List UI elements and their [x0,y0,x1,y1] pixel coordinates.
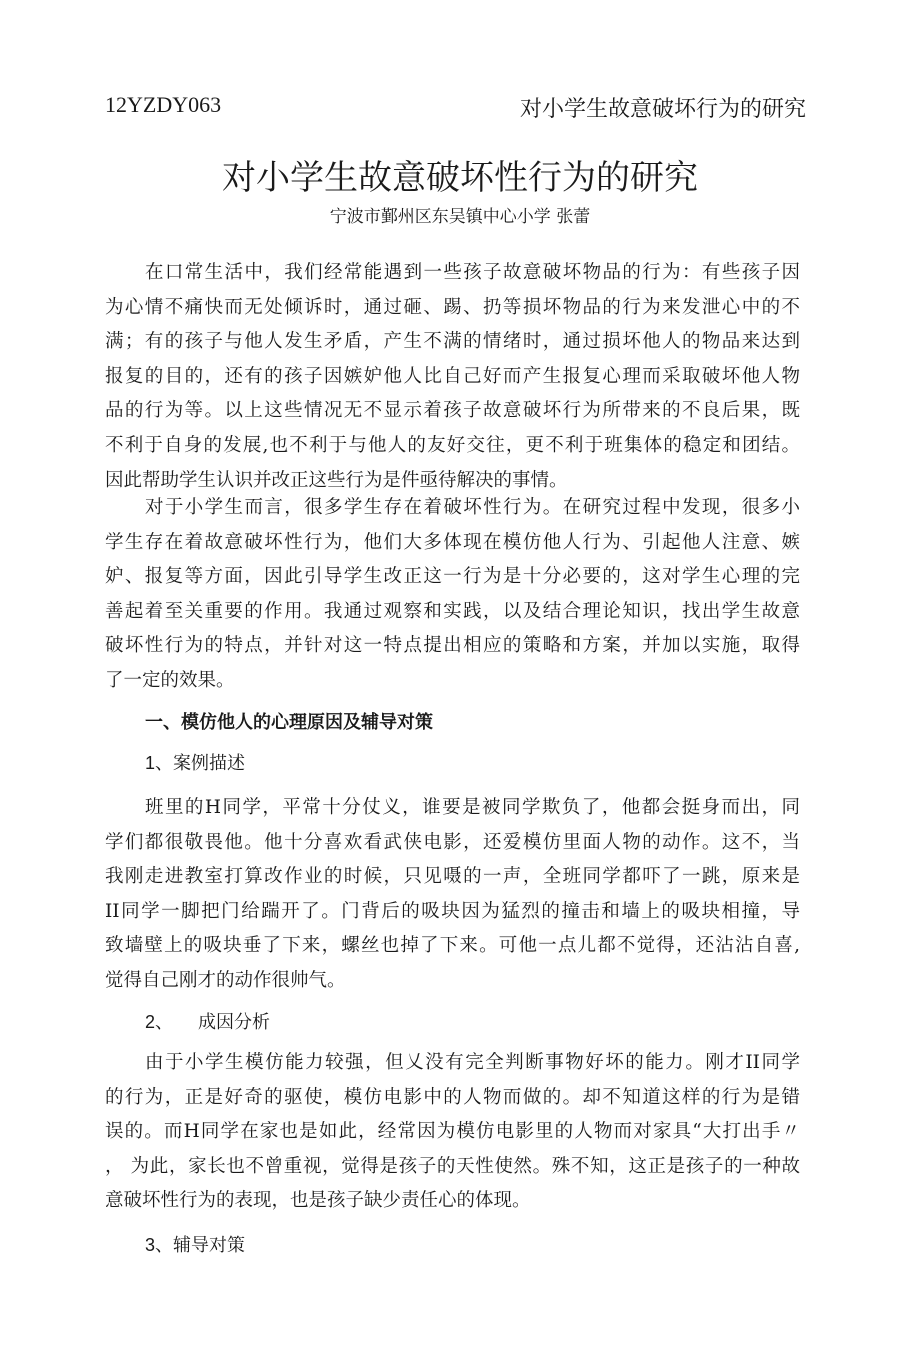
paragraph-line: 报复的目的，还有的孩子因嫉妒他人比自己好而产生报复心理而采取破坏他人物 [105,365,800,387]
paragraph-line: 了一定的效果。 [105,670,235,691]
document-title: 对小学生故意破坏性行为的研究 [222,158,698,198]
paragraph-line: 的行为，正是好奇的驱使，模仿电影中的人物而做的。却不知道这样的行为是错 [105,1086,800,1108]
paragraph-line: 满；有的孩子与他人发生矛盾，产生不满的情绪时，通过损坏他人的物品来达到 [105,331,800,353]
paragraph-line: 觉得自己刚才的动作很帅气。 [105,970,346,991]
paragraph-line: 误的。而H同学在家也是如此，经常因为模仿电影里的人物而对家具“大打出手〃 [105,1121,800,1143]
subsection-heading: 2、 成因分析 [145,1012,271,1032]
paragraph-line: 因此帮助学生认识并改正这些行为是件亟待解决的事情。 [105,469,568,491]
paragraph-line: II同学一脚把门给踹开了。门背后的吸块因为猛烈的撞击和墙上的吸块相撞，导 [105,900,800,922]
paragraph-line: 品的行为等。以上这些情况无不显示着孩子故意破坏行为所带来的不良后果，既 [105,400,800,422]
paragraph-line: 善起着至关重要的作用。我通过观察和实践，以及结合理论知识，找出学生故意 [105,600,800,622]
paragraph-line: 致墙壁上的吸块垂了下来，螺丝也掉了下来。可他一点儿都不觉得，还沾沾自喜, [105,935,800,957]
paragraph-line: 由于小学生模仿能力较强，但乂没有完全判断事物好坏的能力。刚才II同学 [145,1052,800,1073]
paragraph-line: 学们都很敬畏他。他十分喜欢看武侠电影，还爱模仿里面人物的动作。这不，当 [105,831,800,853]
subsection-heading: 1、案例描述 [145,753,246,773]
paragraph-line: 学生存在着故意破坏性行为，他们大多体现在模仿他人行为、引起他人注意、嫉 [105,531,800,553]
subsection-heading: 3、辅导对策 [145,1235,246,1255]
paragraph-line: 对于小学生而言，很多学生存在着破坏性行为。在研究过程中发现，很多小 [145,497,800,518]
paragraph-line: 意破坏性行为的表现，也是孩子缺少责任心的体现。 [105,1190,531,1212]
paragraph-line: 班里的H同学，平常十分仗义，谁要是被同学欺负了，他都会挺身而出，同 [145,797,800,818]
paragraph-line: ， 为此，家长也不曾重视，觉得是孩子的天性使然。殊不知，这正是孩子的一种故 [105,1155,800,1177]
paragraph-line: 为心情不痛快而无处倾诉时，通过砸、踢、扔等损坏物品的行为来发泄心中的不 [105,296,800,318]
paragraph-line: 破坏性行为的特点，并针对这一特点提出相应的策略和方案，并加以实施，取得 [105,635,800,657]
paragraph-line: 妒、报复等方面，因此引导学生改正这一行为是十分必要的，这对学生心理的完 [105,566,800,588]
document-author: 宁波市鄞州区东吴镇中心小学 张蕾 [329,207,591,227]
paragraph-line: 我刚走进教室打算改作业的时候，只见嗫的一声，全班同学都吓了一跳，原来是 [105,866,800,888]
header-running-title: 对小学生故意破坏行为的研究 [519,97,806,122]
header-document-code: 12YZDY063 [105,92,222,117]
paragraph-line: 在口常生活中，我们经常能遇到一些孩子故意破坏物品的行为：有些孩子因 [145,262,800,283]
section-heading: 一、模仿他人的心理原因及辅导对策 [145,712,433,732]
paragraph-line: 不利于自身的发展,也不利于与他人的友好交往，更不利于班集体的稳定和团结。 [105,435,800,456]
